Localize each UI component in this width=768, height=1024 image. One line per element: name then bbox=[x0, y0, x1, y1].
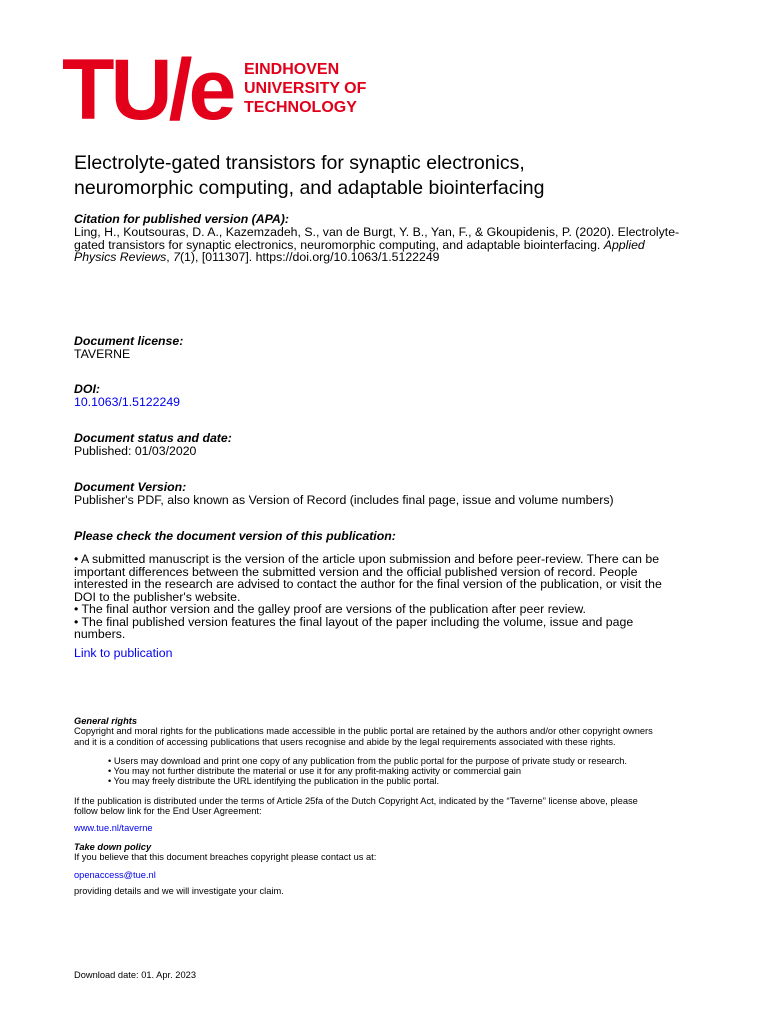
check-version-line: interested in the research are advised to contact the author for the final version of the publication, or visit the bbox=[74, 577, 662, 591]
check-version-line: important differences between the submitted version and the official published version of record. People bbox=[74, 564, 638, 579]
download-date: Download date: 01. Apr. 2023 bbox=[74, 970, 196, 980]
tue-logo-mark: TU/e bbox=[62, 42, 233, 138]
openaccess-email-link[interactable]: openaccess@tue.nl bbox=[74, 869, 156, 880]
rights-bullet: • You may freely distribute the URL identifying the publication in the public portal. bbox=[108, 775, 440, 786]
doi-section bbox=[74, 382, 180, 409]
status-section bbox=[74, 431, 232, 458]
general-rights-bullets bbox=[74, 756, 734, 786]
check-version-line: • A submitted manuscript is the version of the article upon submission and before peer-review. There can be bbox=[74, 552, 660, 566]
citation-volume: 7 bbox=[173, 250, 180, 264]
document-title bbox=[74, 151, 734, 201]
license-section bbox=[74, 334, 183, 361]
title-line: Electrolyte-gated transistors for synaptic electronics, bbox=[74, 152, 525, 174]
status-value: Published: 01/03/2020 bbox=[74, 444, 197, 458]
citation-text-part: (1), [011307]. https://doi.org/10.1063/1.5122249 bbox=[179, 250, 440, 264]
link-to-publication[interactable]: Link to publication bbox=[74, 645, 173, 660]
citation-text-part: gated transistors for synaptic electronics, neuromorphic computing, and adaptable biointerfacing. bbox=[74, 237, 604, 252]
university-name-line: UNIVERSITY OF bbox=[244, 80, 367, 97]
citation-line: Ling, H., Koutsouras, D. A., Kazemzadeh, S., van de Burgt, Y. B., Yan, F., & Gkoupidenis, P. (2020). Electrolyte- bbox=[74, 225, 680, 239]
takedown-after-text: providing details and we will investigate your claim. bbox=[74, 885, 284, 896]
citation-text bbox=[74, 226, 734, 264]
check-version-text bbox=[74, 553, 734, 641]
taverne-line: If the publication is distributed under the terms of Article 25fa of the Dutch Copyright Act, indicated by the “Taverne” license above, please bbox=[74, 795, 638, 806]
citation-journal: Physics Reviews bbox=[74, 250, 167, 264]
taverne-line: follow below link for the End User Agreement: bbox=[74, 806, 262, 817]
doi-link[interactable]: 10.1063/1.5122249 bbox=[74, 395, 180, 409]
general-rights-line: Copyright and moral rights for the publications made accessible in the public portal are retained by the authors and/or other copyright owners bbox=[74, 726, 653, 736]
takedown-section bbox=[74, 842, 734, 896]
citation-line bbox=[74, 251, 734, 264]
check-version-label: Please check the document version of this publication: bbox=[74, 529, 396, 543]
version-section bbox=[74, 480, 734, 507]
rights-bullet: • You may not further distribute the material or use it for any profit-making activity or commercial gain bbox=[108, 765, 522, 776]
version-label: Document Version: bbox=[74, 480, 187, 494]
general-rights-label: General rights bbox=[74, 716, 138, 726]
university-name bbox=[244, 60, 366, 117]
rights-bullet: • Users may download and print one copy of any publication from the public portal for the purpose of private study or research. bbox=[108, 755, 627, 766]
check-version-line: • The final published version features the final layout of the paper including the volume, issue and page bbox=[74, 614, 634, 629]
license-label: Document license: bbox=[74, 334, 184, 348]
tue-logo bbox=[62, 42, 233, 138]
citation-section bbox=[74, 212, 734, 264]
taverne-link[interactable]: www.tue.nl/taverne bbox=[74, 823, 153, 834]
doi-label: DOI: bbox=[74, 382, 100, 396]
citation-label: Citation for published version (APA): bbox=[74, 212, 289, 226]
status-label: Document status and date: bbox=[74, 431, 232, 445]
check-version-line: • The final author version and the galley proof are versions of the publication after peer review. bbox=[74, 602, 586, 616]
takedown-label: Take down policy bbox=[74, 842, 152, 852]
university-name-line: EINDHOVEN bbox=[244, 61, 340, 78]
general-rights-section bbox=[74, 716, 734, 834]
citation-journal: Applied bbox=[603, 237, 645, 252]
citation-text-part: , bbox=[166, 250, 174, 264]
general-rights-line: and it is a condition of accessing publications that users recognise and abide by the legal requirements associated with these rights. bbox=[74, 736, 616, 747]
title-line: neuromorphic computing, and adaptable biointerfacing bbox=[74, 177, 545, 199]
check-version-section bbox=[74, 529, 734, 659]
version-value: Publisher's PDF, also known as Version of Record (includes final page, issue and volume numbers) bbox=[74, 493, 614, 507]
university-name-line: TECHNOLOGY bbox=[244, 99, 357, 116]
license-value: TAVERNE bbox=[74, 347, 131, 361]
check-version-line: numbers. bbox=[74, 627, 126, 641]
general-rights-text bbox=[74, 726, 734, 748]
takedown-text: If you believe that this document breaches copyright please contact us at: bbox=[74, 852, 377, 862]
check-version-line: DOI to the publisher's website. bbox=[74, 589, 241, 604]
taverne-text bbox=[74, 796, 734, 818]
